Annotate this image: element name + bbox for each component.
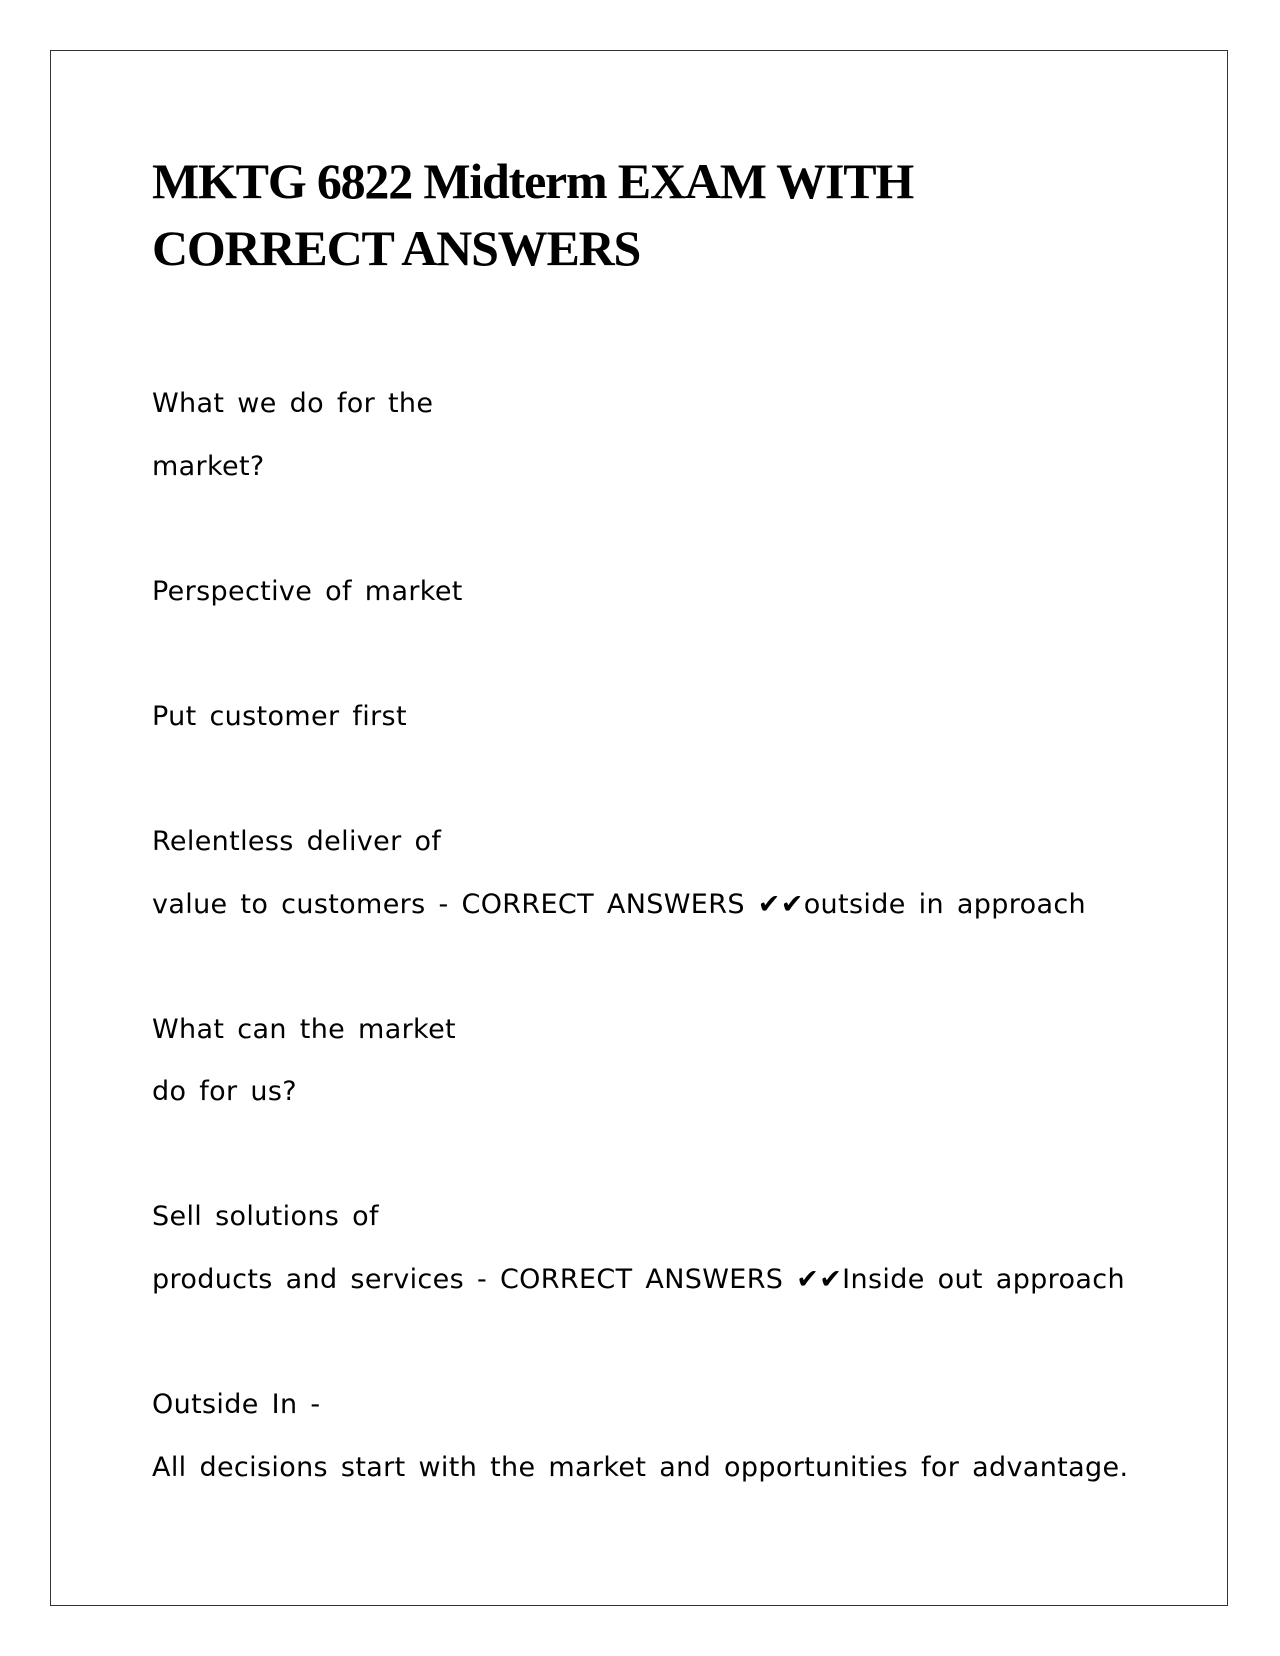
answer-line: value to customers - CORRECT ANSWERS ✔✔outside in approach [152,889,1087,920]
question-line: Perspective of market [152,576,463,607]
question-line: do for us? [152,1076,297,1107]
question-line: What we do for the [152,388,434,419]
question-line: market? [152,451,265,482]
question-line: Put customer first [152,701,407,732]
question-line: Sell solutions of [152,1201,379,1232]
title-line-2: CORRECT ANSWERS [152,220,641,276]
question-line: Relentless deliver of [152,826,442,857]
title-line-1: MKTG 6822 Midterm EXAM WITH [152,153,914,209]
document-title [152,148,1052,282]
answer-line: products and services - CORRECT ANSWERS ✔✔Inside out approach [152,1264,1125,1295]
answer-line: All decisions start with the market and opportunities for advantage. [152,1452,1129,1483]
question-line: Outside In - [152,1389,321,1420]
question-line: What can the market [152,1014,456,1045]
